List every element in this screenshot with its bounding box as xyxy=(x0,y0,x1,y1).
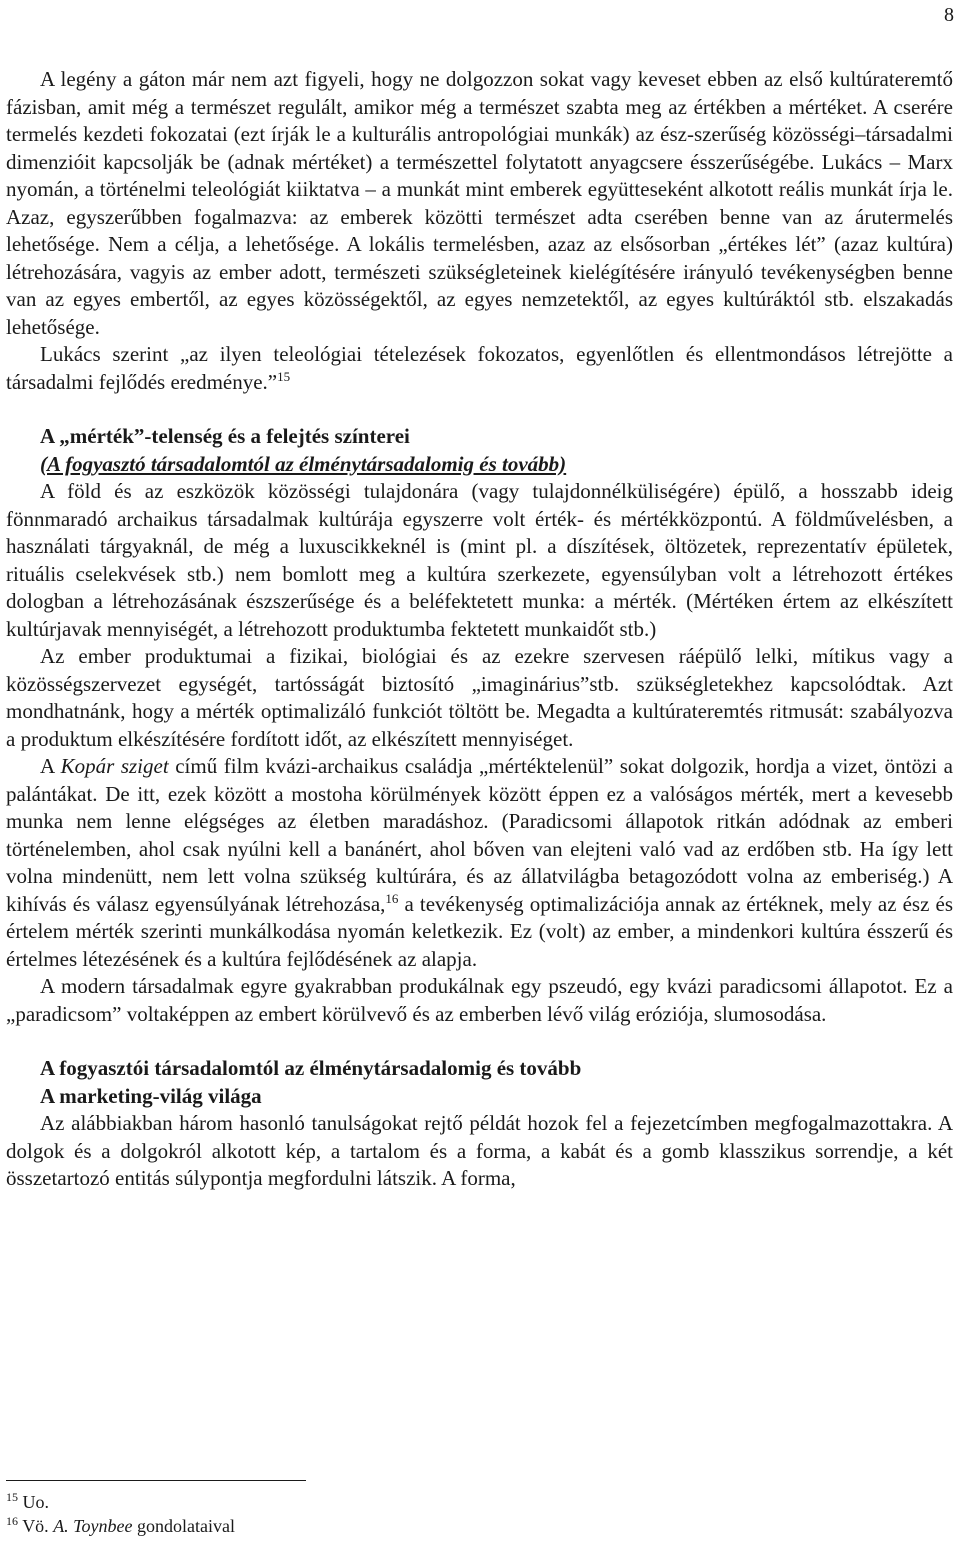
page-number: 8 xyxy=(944,4,954,26)
section-gap xyxy=(6,396,953,423)
footnote-16 xyxy=(6,1514,235,1538)
film-title: Kopár sziget xyxy=(60,754,169,778)
section-2-subheading: A marketing-világ világa xyxy=(40,1083,262,1108)
footnote-divider xyxy=(6,1480,306,1481)
intro-paragraph-2-text: Lukács szerint „az ilyen teleológiai tételezések fokozatos, egyenlőtlen és ellentmondásos létrejötte a társadalmi fejlődés eredménye.” xyxy=(6,342,953,394)
section-1-paragraph-1: A föld és az eszközök közösségi tulajdonára (vagy tulajdonnélküliségére) épülő, a hosszabb ideig fönnmaradó archaikus társadalmak kultúrája egyszerre volt érték- és mértékközpontú. A földművelésben, a használati tárgyaknál, de még a luxuscikkeknél is (mint pl. a díszítések, öltözetek, reprezentatív épületek, rituális cselekvések stb.) nem bomlott meg a kultúra szerkezete, egyensúlyban volt a létrehozott értékes dologban a létrehozásának észszerűsége és a beléfektetett munka: a mérték. (Mértéken értem az elkészített kultúrjavak mennyiségét, a létrehozott produktumba fektetett munkaidőt stb.) xyxy=(6,479,953,641)
footnote-ref-16[interactable]: 16 xyxy=(385,890,399,906)
footnote-text: gondolataival xyxy=(132,1516,235,1536)
intro-paragraph-1: A legény a gáton már nem azt figyeli, hogy ne dolgozzon sokat vagy keveset ebben az első kultúrateremtő fázisban, amit még a természet regulált, amikor még a természet szabta meg az értékben a mértéket. A cserére termelés kezdeti fokozatai (ezt írják le a kulturális antropológiai munkák) az ész-szerűség közösségi–társadalmi dimenzióit kapcsolják be (adnak mértéket) a természettel folytatott anyagcsere ésszerűségébe. Lukács – Marx nyomán, a történelmi teleológiát kiiktatva – a munkát mint emberek együtteseként alkotott reális munkát írja le. Azaz, egyszerűbben fogalmazva: az emberek közötti természet adta cserében benne van az árutermelés lehetősége. Nem a célja, a lehetősége. A lokális termelésben, azaz az elsősorban „értékes lét” (azaz kultúra) létrehozására, vagyis az ember adott, természeti szükségleteinek kielégítésére irányuló tevékenységben benne van az egyes embertől, az egyes közösségektől, az egyes nemzetektől, az egyes kultúráktól stb. elszakadás lehetősége. xyxy=(6,67,953,339)
footnotes xyxy=(6,1490,235,1538)
footnote-number: 16 xyxy=(6,1514,18,1528)
section-1-paragraph-3 xyxy=(6,753,953,973)
intro-paragraph-2 xyxy=(6,341,953,396)
section-1-subheading: (A fogyasztó társadalomtól az élménytársadalomig és tovább) xyxy=(40,451,567,476)
footnote-ref-15[interactable]: 15 xyxy=(277,368,291,384)
section-1-heading: A „mérték”-telenség és a felejtés színterei xyxy=(40,424,410,448)
footnote-text: Vö. xyxy=(22,1516,54,1536)
section-2-heading: A fogyasztói társadalomtól az élménytársadalomig és tovább xyxy=(40,1056,582,1080)
document-body xyxy=(6,66,953,1193)
footnote-number: 15 xyxy=(6,1490,18,1504)
paragraph-text: A xyxy=(40,754,61,778)
section-gap xyxy=(6,1028,953,1055)
paragraph-text: című film kvázi-archaikus családja „mértéktelenül” sokat dolgozik, hordja a vizet, öntözi a palántákat. De itt, ezek között a mostoha körülmények között éppen ez a valóságos mérték, mert a kevesebb munka nem lenne elégséges az életben maradáshoz. (Paradicsomi állapotok ritkán adódnak az emberi történelemben, ahol csak nyúlni kell a banánért, ahol bőven van elejteni való vad az erdőben stb. Ha így lett volna mindenütt, nem lett volna szükség kultúrára, és az állatvilágba betagozódott volna az emberiség.) A kihívás és válasz egyensúlyának létrehozása, xyxy=(6,754,954,916)
section-1-paragraph-4: A modern társadalmak egyre gyakrabban produkálnak egy pszeudó, egy kvázi paradicsomi állapotot. Ez a „paradicsom” voltaképpen az embert körülvevő és az emberben lévő világ eróziója, slumosodása. xyxy=(6,974,953,1026)
paragraph-text: a tevékenység optimalizációja annak az értéknek, mely az ész és értelem mérték szerinti munkálkodása nyomán keletkezik. Ez (volt) az ember, a mindenkori kultúra ésszerű és értelmes létezésének és a kultúra fejlődésének az alapja. xyxy=(6,891,953,971)
section-2-paragraph-1: Az alábbiakban három hasonló tanulságokat rejtő példát hozok fel a fejezetcímben megfogalmazottakra. A dolgok és a dolgokról alkotott kép, a tartalom és a forma, a kabát és a gomb klasszikus sorrendje, a két összetartozó entitás súlypontja megfordulni látszik. A forma, xyxy=(6,1111,953,1190)
footnote-text: Uo. xyxy=(22,1492,49,1512)
footnote-15 xyxy=(6,1490,235,1514)
section-1-paragraph-2: Az ember produktumai a fizikai, biológiai és az ezekre szervesen ráépülő lelki, mítikus vagy a közösségszervezet egységét, tartósságát biztosító „imaginárius”stb. szükségletekhez kapcsolódtak. Azt mondhatnánk, hogy a mérték optimalizáló funkciót töltött be. Megadta a kultúrateremtés ritmusát: szabályozva a produktum elkészítésére fordított időt, az elkészített mennyiséget. xyxy=(6,644,953,751)
footnote-author: A. Toynbee xyxy=(53,1516,133,1536)
